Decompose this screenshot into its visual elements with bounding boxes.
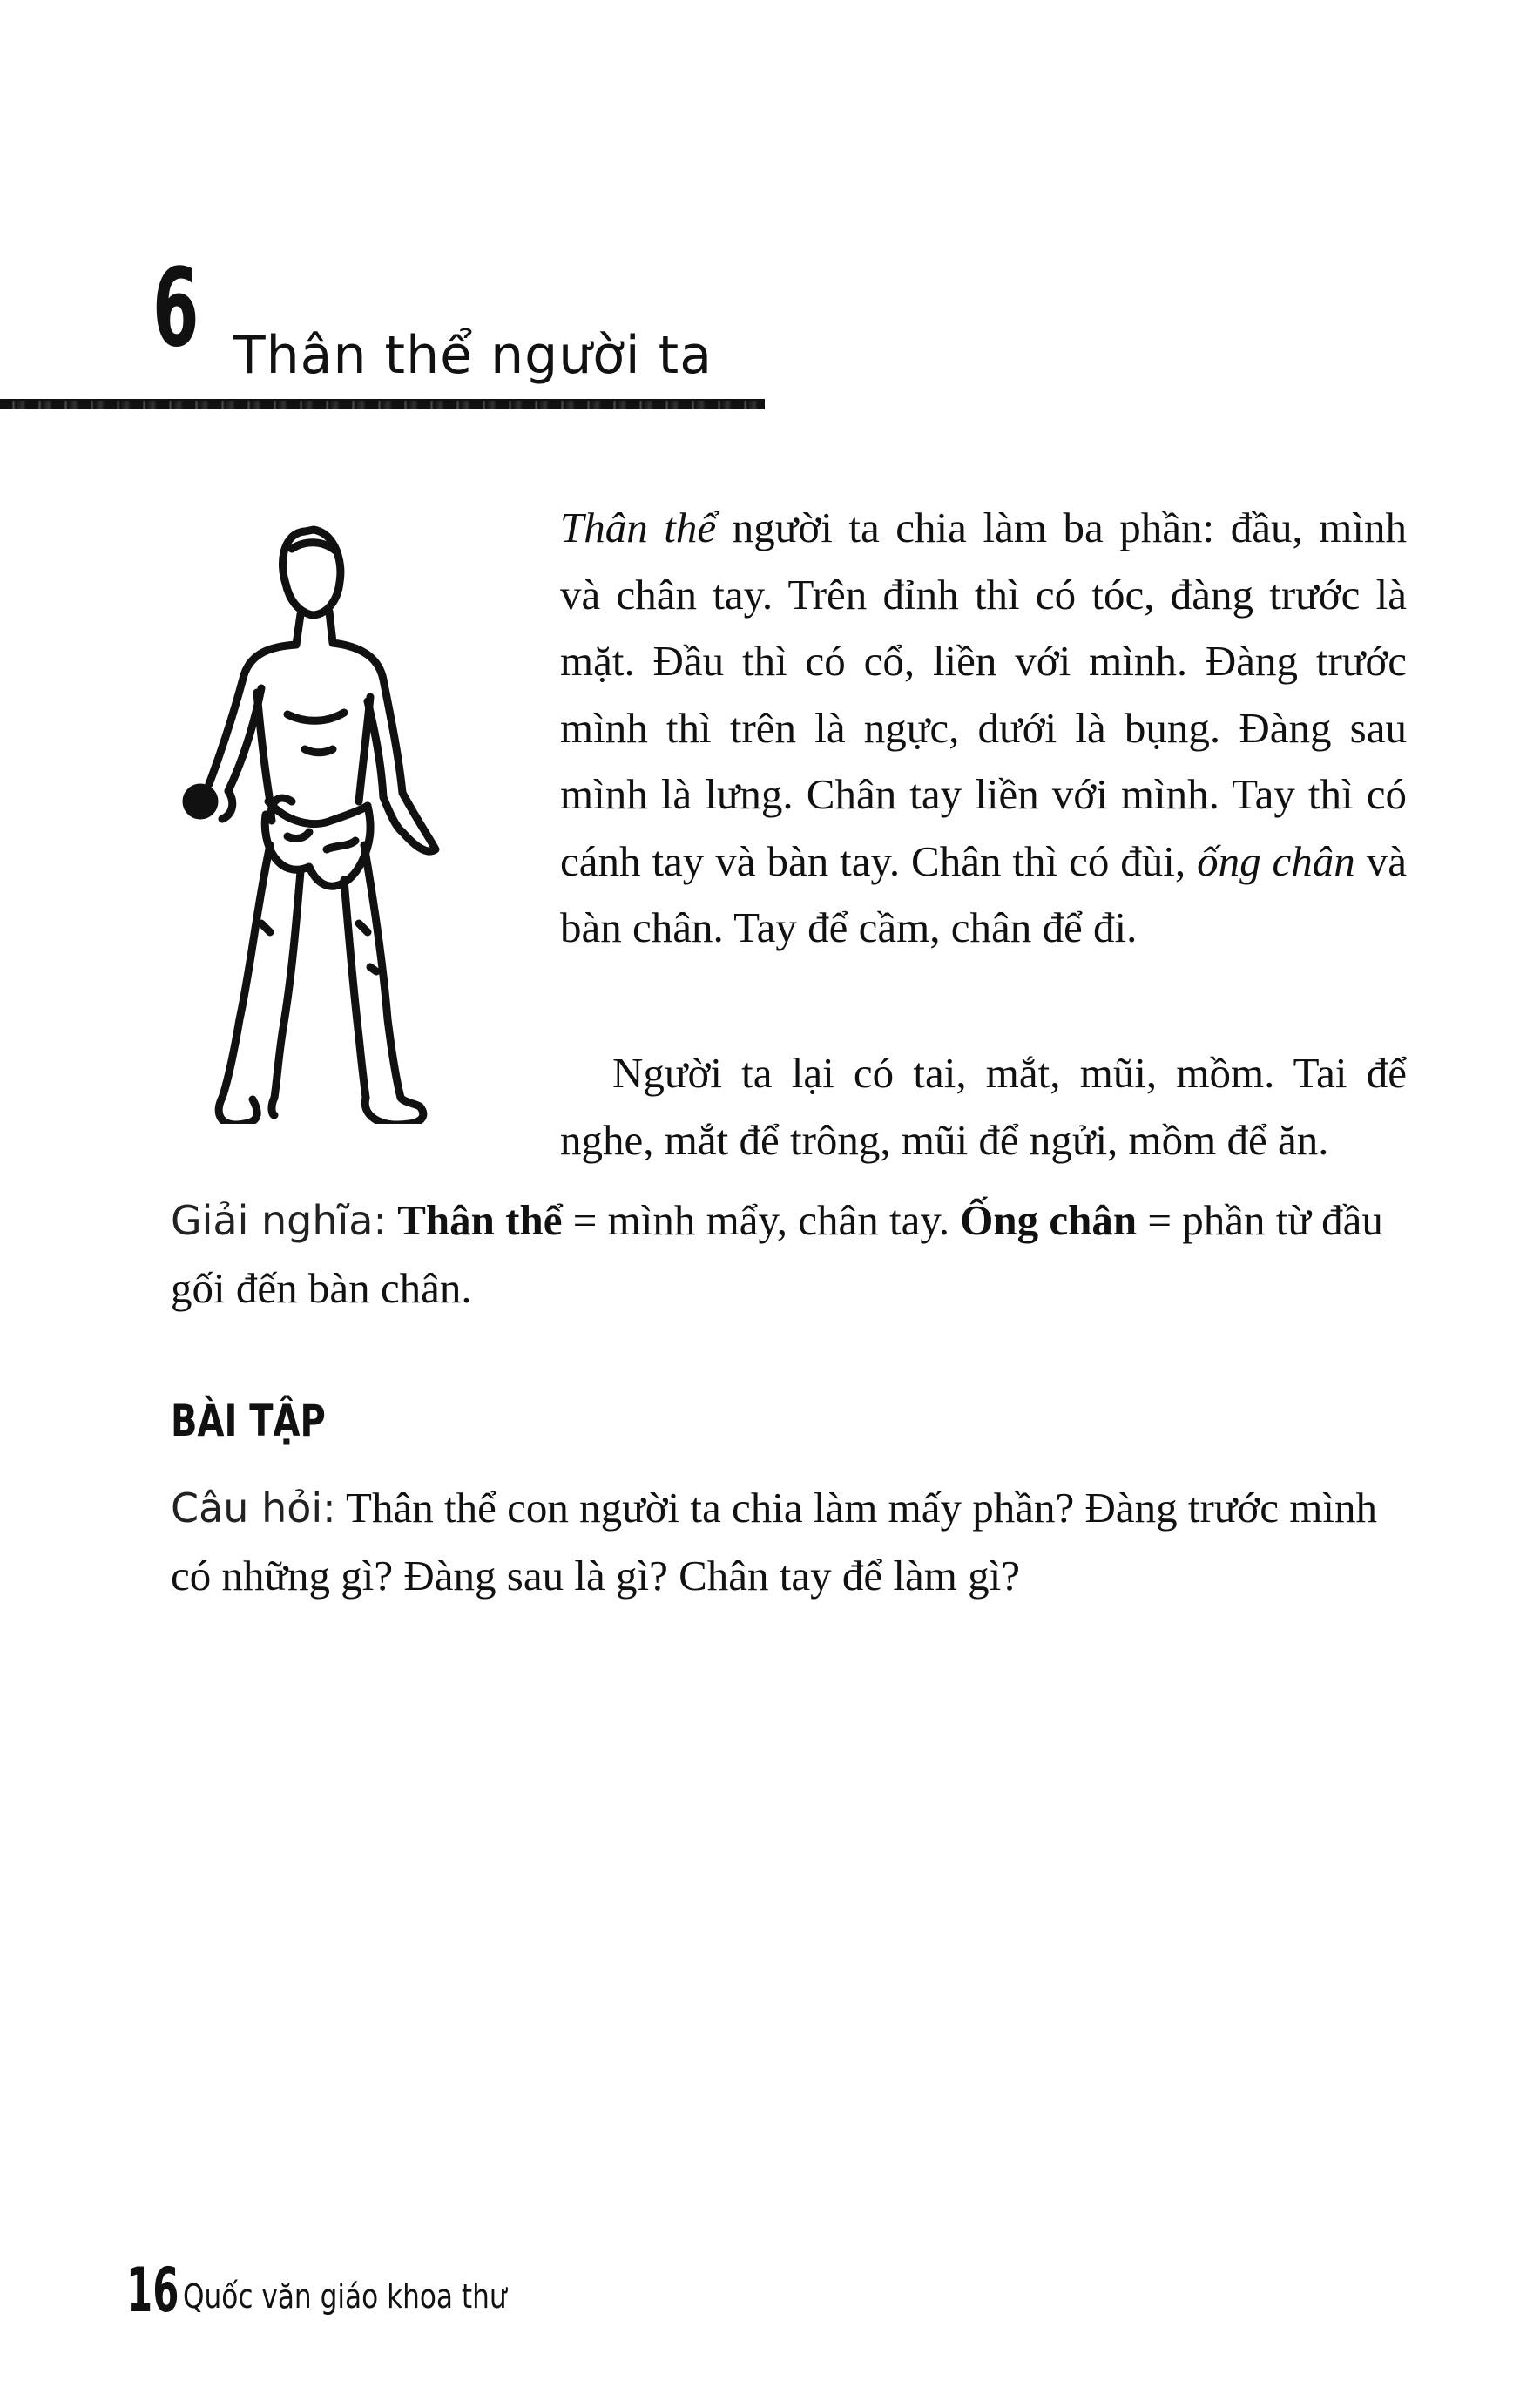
reading-paragraph-2: Người ta lại có tai, mắt, mũi, mồm. Tai để nghe, mắt để trông, mũi để ngửi, mồm để ăn.	[560, 1049, 1407, 1164]
book-title: Quốc văn giáo khoa thư	[183, 2277, 507, 2316]
gloss-label: Giải nghĩa:	[171, 1197, 387, 1244]
page-number: 16	[126, 2255, 179, 2326]
gloss-term-1: Thân thể	[397, 1196, 563, 1244]
term-ong-chan: ống chân	[1197, 836, 1355, 885]
gloss-def-1: = mình mẩy, chân tay.	[562, 1196, 961, 1244]
exercise-heading: BÀI TẬP	[171, 1396, 326, 1446]
lesson-number: 6	[152, 246, 199, 371]
lesson-title: Thân thể người ta	[233, 325, 713, 386]
glossary	[171, 1187, 1408, 1322]
question-text: Thân thể con người ta chia làm mấy phần? Đàng trước mình có những gì? Đàng sau là gì? Chân tay để làm gì?	[171, 1484, 1377, 1600]
title-rule	[0, 399, 765, 409]
term-than-the: Thân thể	[560, 504, 717, 551]
reading-text-1b: và bàn chân. Tay để cầm, chân để đi.	[560, 836, 1408, 951]
gloss-def-2: = phần từ đầu gối đến bàn chân.	[171, 1196, 1383, 1312]
reading-text-1a: người ta chia làm ba phần: đầu, mình và chân tay. Trên đỉnh thì có tóc, đàng trước là mặt. Đầu thì có cổ, liền với mình. Đàng trước mình thì trên là ngực, dưới là bụng. Đàng sau mình là lưng. Chân tay liền với mình. Tay thì có cánh tay và bàn tay. Chân thì có đùi,	[560, 504, 1407, 885]
reading-paragraph-1	[560, 495, 1407, 962]
gloss-term-2: Ống chân	[960, 1196, 1138, 1244]
exercise-question	[171, 1474, 1416, 1610]
question-label: Câu hỏi:	[171, 1485, 336, 1532]
human-body-figure-icon	[174, 514, 470, 1124]
